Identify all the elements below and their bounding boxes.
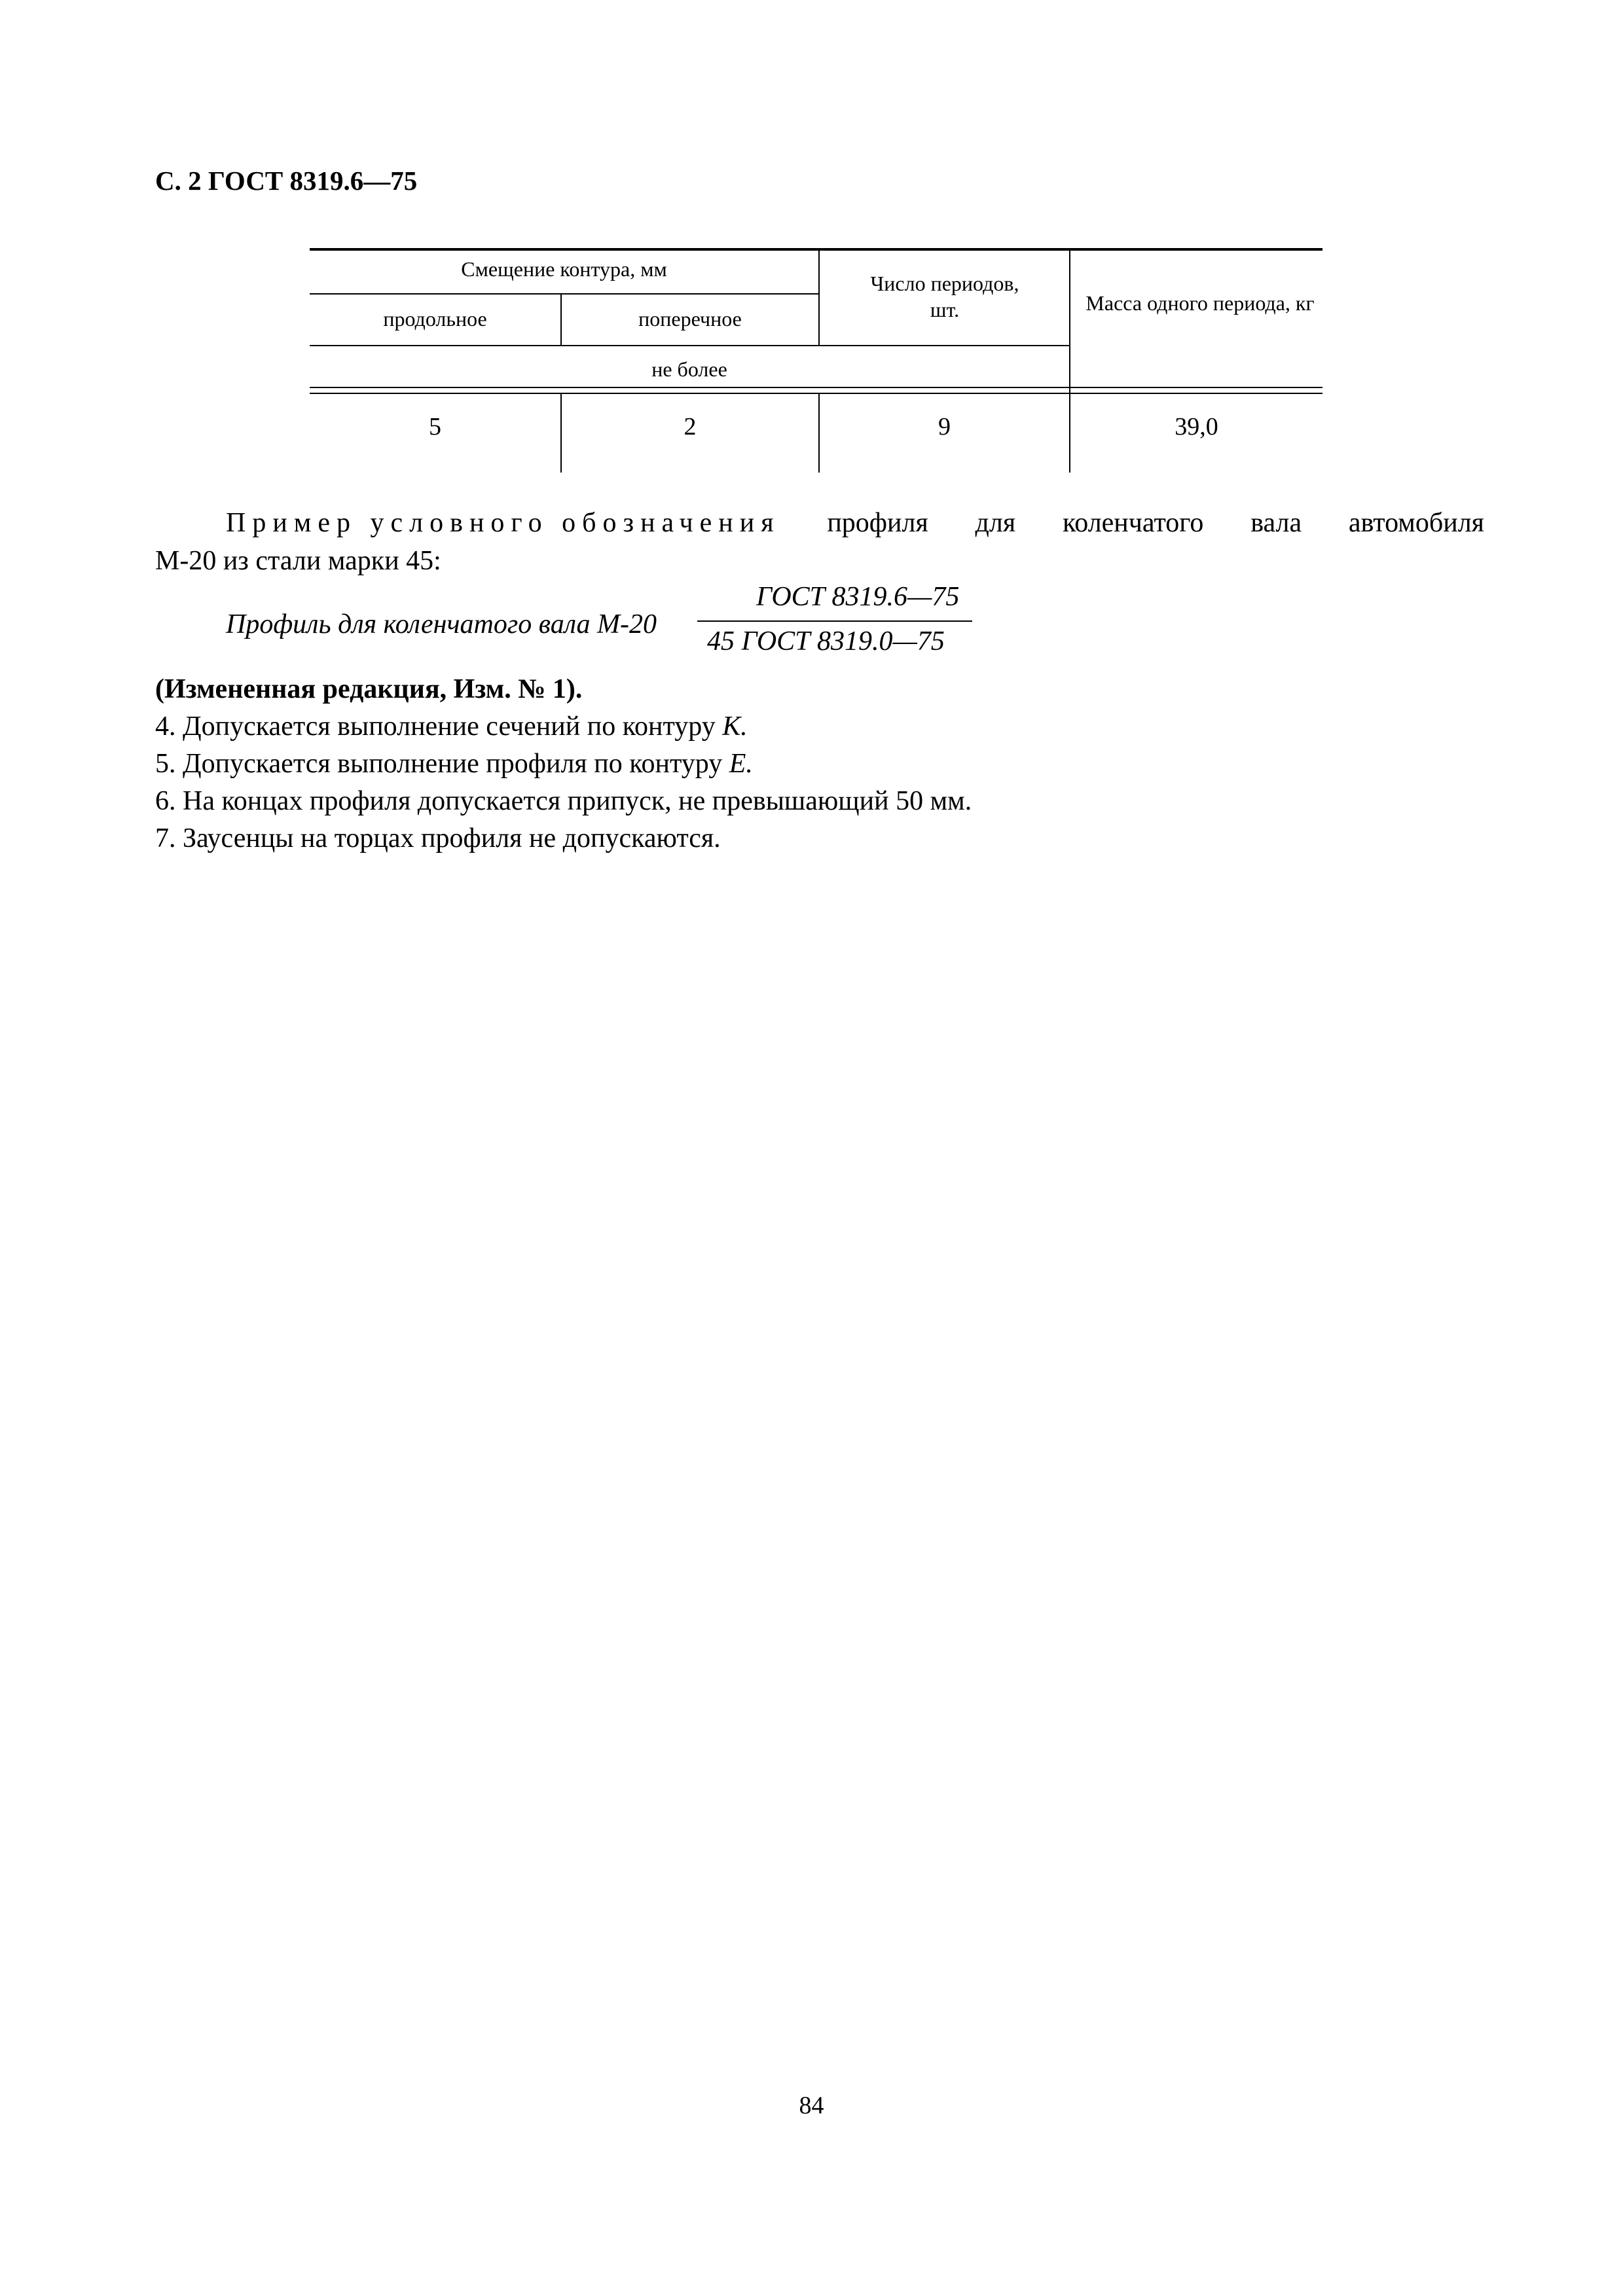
paragraph-line-2: М-20 из стали марки 45: bbox=[155, 546, 441, 576]
notes-list bbox=[155, 671, 972, 857]
table-subheader-rule bbox=[310, 293, 818, 295]
list-item: 7. Заусенцы на торцах профиля не допускаются. bbox=[155, 823, 721, 853]
header-not-more: не более bbox=[651, 357, 727, 381]
list-item-text: 4. Допускается выполнение сечений по контуру bbox=[155, 711, 716, 742]
header-periods: Число периодов, шт. bbox=[870, 272, 1019, 321]
table-top-rule bbox=[310, 248, 1322, 251]
list-item: 6. На концах профиля допускается припуск, не превышающий 50 мм. bbox=[155, 786, 972, 816]
contour-letter: К. bbox=[722, 711, 748, 742]
header-mass: Масса одного периода, кг bbox=[1085, 291, 1315, 315]
header-longitudinal: продольное bbox=[383, 307, 487, 331]
value-mass: 39,0 bbox=[1175, 413, 1218, 440]
fraction-bar bbox=[697, 620, 972, 622]
header-contour-offset: Смещение контура, мм bbox=[461, 257, 667, 281]
header-transverse: поперечное bbox=[638, 307, 742, 331]
amendment-note: (Измененная редакция, Изм. № 1). bbox=[155, 674, 583, 704]
value-periods: 9 bbox=[938, 413, 951, 440]
list-item bbox=[155, 708, 972, 745]
list-item bbox=[155, 745, 972, 783]
spaced-heading-text: Пример условного обозначения bbox=[226, 508, 780, 538]
value-transverse: 2 bbox=[684, 413, 697, 440]
table-not-more-rule bbox=[310, 345, 1069, 346]
table-header-double-rule-1 bbox=[310, 387, 1322, 388]
page-header: С. 2 ГОСТ 8319.6—75 bbox=[155, 166, 418, 196]
formula-numerator: ГОСТ 8319.6—75 bbox=[756, 582, 960, 612]
table-header-double-rule-2 bbox=[310, 393, 1322, 394]
list-item-text: 5. Допускается выполнение профиля по контуру bbox=[155, 749, 723, 779]
paragraph-word: коленчатого bbox=[1062, 508, 1204, 538]
paragraph-word: автомобиля bbox=[1348, 508, 1484, 538]
formula-label: Профиль для коленчатого вала М-20 bbox=[226, 609, 657, 639]
paragraph-line-1 bbox=[155, 504, 1484, 542]
value-longitudinal: 5 bbox=[429, 413, 441, 440]
parameters-table bbox=[310, 248, 1322, 474]
formula-denominator: 45 ГОСТ 8319.0—75 bbox=[707, 626, 945, 656]
page-number: 84 bbox=[799, 2092, 824, 2119]
paragraph-word: для bbox=[975, 508, 1016, 538]
contour-letter: Е. bbox=[729, 749, 753, 779]
paragraph-word: профиля bbox=[827, 508, 928, 538]
paragraph-word: вала bbox=[1250, 508, 1302, 538]
designation-example-paragraph bbox=[155, 504, 1484, 580]
table-col-divider-2 bbox=[818, 248, 820, 345]
